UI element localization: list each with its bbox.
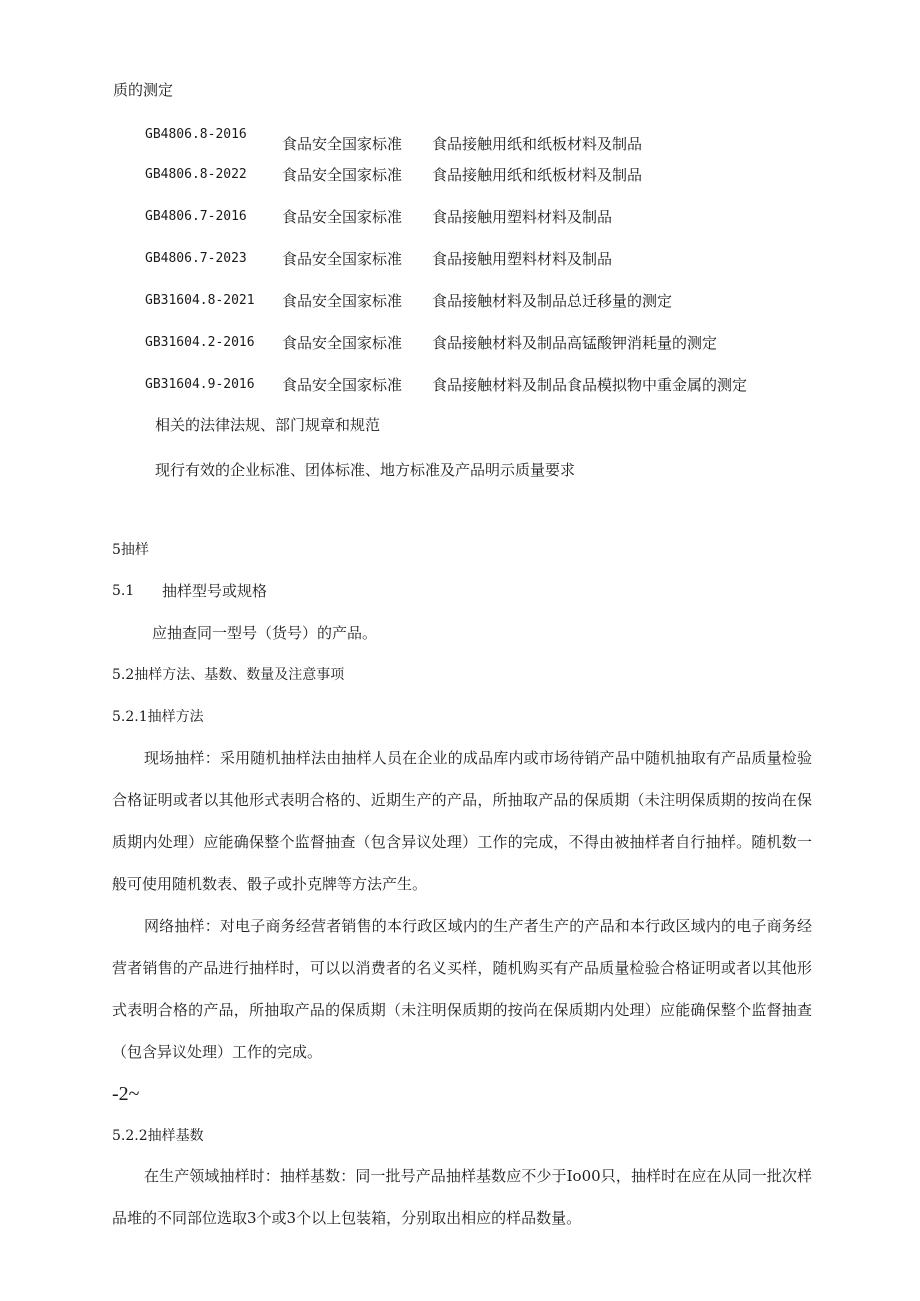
- section-5-1-number: 5.1: [112, 583, 135, 599]
- standard-code: GB4806.7-2016: [145, 209, 247, 224]
- standard-code: GB4806.8-2016: [145, 127, 247, 142]
- related-laws-text: 相关的法律法规、部门规章和规范: [155, 416, 381, 434]
- standard-type: 食品安全国家标准: [282, 376, 403, 394]
- standard-code: GB4806.8-2022: [145, 167, 247, 182]
- intro-tail-text: 质的测定: [113, 81, 174, 99]
- standard-title: 食品接触材料及制品食品模拟物中重金属的测定: [432, 376, 748, 394]
- sampling-base-paragraph: 在生产领域抽样时：抽样基数：同一批号产品抽样基数应不少于Io00只，抽样时在应在从同一批次样品堆的不同部位选取3个或3个以上包装箱，分别取出相应的样品数量。: [112, 1167, 812, 1227]
- standard-title: 食品接触材料及制品总迁移量的测定: [432, 292, 673, 310]
- section-5-1-body: 应抽查同一型号（货号）的产品。: [152, 624, 378, 642]
- standard-type: 食品安全国家标准: [282, 135, 403, 153]
- other-standards-text: 现行有效的企业标准、团体标准、地方标准及产品明示质量要求: [155, 461, 576, 479]
- standard-type: 食品安全国家标准: [282, 334, 403, 352]
- standard-code: GB4806.7-2023: [145, 251, 247, 266]
- section-5-2-heading: 5.2抽样方法、基数、数量及注意事项: [112, 667, 345, 683]
- standard-title: 食品接触材料及制品高锰酸钾消耗量的测定: [432, 334, 718, 352]
- standard-type: 食品安全国家标准: [282, 250, 403, 268]
- online-sampling-paragraph: 网络抽样：对电子商务经营者销售的本行政区域内的生产者生产的产品和本行政区域内的电子商务经营者销售的产品进行抽样时，可以以消费者的名义买样，随机购买有产品质量检验合格证明或者以其他形式表明合格的产品，所抽取产品的保质期（未注明保质期的按尚在保质期内处理）应能确保整个监督抽查（包含异议处理）工作的完成。: [112, 917, 812, 1061]
- onsite-sampling-paragraph: 现场抽样：采用随机抽样法由抽样人员在企业的成品库内或市场待销产品中随机抽取有产品质量检验合格证明或者以其他形式表明合格的、近期生产的产品，所抽取产品的保质期（未注明保质期的按尚在保质期内处理）应能确保整个监督抽查（包含异议处理）工作的完成，不得由被抽样者自行抽样。随机数一般可使用随机数表、骰子或扑克牌等方法产生。: [112, 749, 812, 893]
- section-5-1-title: 抽样型号或规格: [162, 582, 268, 600]
- page-number: -2~: [112, 1083, 140, 1105]
- section-5-2-1-heading: 5.2.1抽样方法: [112, 709, 204, 725]
- section-5-heading: 5抽样: [112, 542, 149, 558]
- standard-type: 食品安全国家标准: [282, 208, 403, 226]
- standard-code: GB31604.9-2016: [145, 377, 255, 392]
- standard-title: 食品接触用纸和纸板材料及制品: [432, 135, 643, 153]
- standard-code: GB31604.2-2016: [145, 335, 255, 350]
- standard-title: 食品接触用纸和纸板材料及制品: [432, 166, 643, 184]
- standard-type: 食品安全国家标准: [282, 166, 403, 184]
- standard-title: 食品接触用塑料材料及制品: [432, 250, 613, 268]
- standard-type: 食品安全国家标准: [282, 292, 403, 310]
- section-5-2-2-heading: 5.2.2抽样基数: [112, 1128, 204, 1144]
- standard-title: 食品接触用塑料材料及制品: [432, 208, 613, 226]
- standard-code: GB31604.8-2021: [145, 293, 255, 308]
